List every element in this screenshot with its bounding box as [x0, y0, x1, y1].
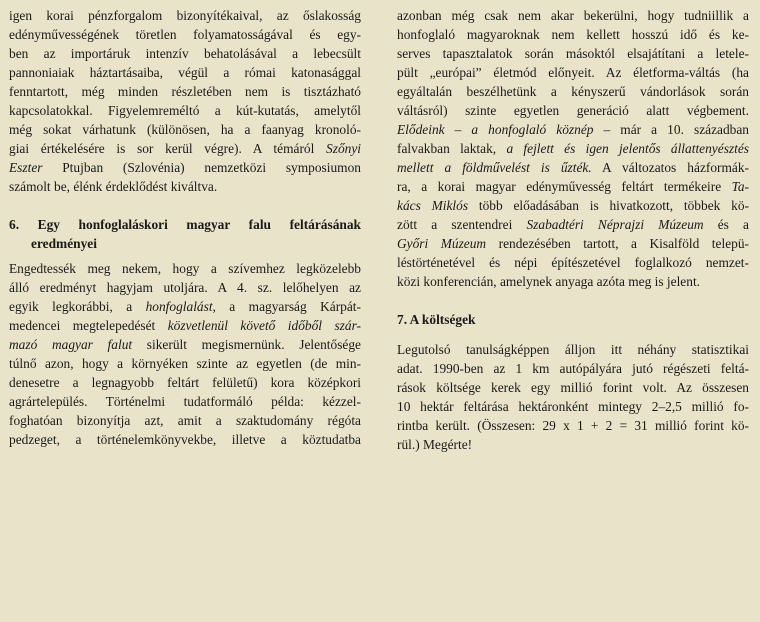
text-span: egyik legkorábbi, a — [9, 299, 146, 314]
text-line — [9, 158, 361, 177]
paragraph-right-2 — [397, 340, 749, 454]
text-span: medencei megtelepedését — [9, 318, 168, 333]
text-span: rendezésében tartott, a Kisalföld telepü- — [486, 236, 749, 251]
text-line — [397, 215, 749, 234]
text-span: sikerült megismernünk. Jelentősége — [132, 337, 361, 352]
text-line — [9, 316, 361, 335]
italic-name: Szőnyi — [326, 141, 361, 156]
text-line: foghatóan bizonyítja azt, amit a szaktudomány régóta — [9, 413, 361, 428]
italic-phrase: a fejlett és igen jelentős állattenyésztés — [506, 141, 749, 156]
paragraph-left-2 — [9, 259, 361, 449]
text-line: egyáltalán beszélhetünk a kényszerű vándorlások során — [397, 84, 749, 99]
text-line: serves tapasztalatok során másoktól elsajátítani a letele- — [397, 46, 749, 61]
text-line — [9, 139, 361, 158]
text-line: Engedtessék meg nekem, hogy a szívemhez legközelebb — [9, 261, 361, 276]
left-column — [9, 6, 361, 449]
heading-line: 7. A költségek — [397, 312, 476, 327]
heading-line: 6. Egy honfoglaláskori magyar falu feltárásának — [9, 217, 361, 232]
italic-phrase: mellett a földművelést is űzték. — [397, 160, 592, 175]
italic-phrase: honfoglalást, — [145, 299, 216, 314]
text-line: honfoglaló magyaroknak nem kellett hosszú idő és ke- — [397, 27, 749, 42]
heading-line: eredményei — [31, 236, 97, 251]
paragraph-left-1 — [9, 6, 361, 196]
text-line — [397, 158, 749, 177]
italic-name: Győri Múzeum — [397, 236, 487, 251]
text-span: a magyarság Kárpát- — [215, 299, 361, 314]
text-span: és a — [703, 217, 749, 232]
text-span: A változatos házformák- — [591, 160, 750, 175]
text-line: fenntartott, még minden részletében nem is tisztázható — [9, 84, 361, 99]
text-line: Legutolsó tanulságképpen álljon itt néhány statisztikai — [397, 342, 749, 357]
section-heading-7 — [397, 310, 749, 329]
text-line: álló eredményt hagyjam utoljára. A 4. sz. lelőhelyen az — [9, 280, 361, 295]
text-line — [397, 177, 749, 196]
text-span: falvakban laktak, — [397, 141, 507, 156]
text-line: túlnő azon, hogy a környéken szinte az egyetlen (de min- — [9, 356, 361, 371]
spacer — [397, 329, 749, 340]
italic-phrase: Elődeink – a honfoglaló köznép — [397, 122, 594, 137]
italic-name: kács Miklós — [397, 198, 469, 213]
text-line — [9, 297, 361, 316]
text-line: még sokat várhatunk (különösen, ha a faanyag kronoló- — [9, 122, 361, 137]
text-line: adat. 1990-ben az 1 km autópályára jutó régészeti feltá- — [397, 361, 749, 376]
text-line: azonban még csak nem akar bekerülni, hogy tudniillik a — [397, 8, 749, 23]
text-line: rások költsége kerek egy millió forint volt. Az összesen — [397, 380, 749, 395]
text-line: pannoniaiak háztartásaiba, végül a római katonasággal — [9, 65, 361, 80]
text-line — [397, 139, 749, 158]
text-span: Ptujban (Szlovénia) nemzetközi symposiumon — [42, 160, 361, 175]
text-line: számolt be, élénk érdeklődést kiváltva. — [9, 179, 218, 194]
text-span: – már a 10. században — [593, 122, 750, 137]
text-line: rintba került. (Összesen: 29 x 1 + 2 = 31 millió forint kö- — [397, 418, 749, 433]
text-line: agrártelepülés. Történelmi tudatformáló példa: kézzel- — [9, 394, 361, 409]
text-span: ra, a korai magyar edényművesség feltárt termékeire — [397, 179, 732, 194]
text-span: giai értékelésére is sor kerül végre). A témáról — [9, 141, 327, 156]
text-line: pült „európai” életmód előnyeit. Az életforma-váltás (ha — [397, 65, 749, 80]
section-heading-6 — [9, 215, 361, 253]
text-line: igen korai pénzforgalom bizonyítékaival, az őslakosság — [9, 8, 361, 23]
text-line — [397, 120, 749, 139]
text-line: edényművességének töretlen folyamatosságával és egy- — [9, 27, 361, 42]
right-column — [397, 6, 749, 454]
text-line — [9, 335, 361, 354]
text-line — [397, 196, 749, 215]
text-line — [397, 234, 749, 253]
text-line: kapcsolatokkal. Figyelemreméltó a kút-kutatás, amelytől — [9, 103, 361, 118]
text-span: zött a szentendrei — [397, 217, 527, 232]
paragraph-right-1 — [397, 6, 749, 291]
text-line: pedzeget, a történelemkönyvekbe, illetve a köztudatba — [9, 432, 361, 447]
italic-name: Szabadtéri Néprajzi Múzeum — [526, 217, 704, 232]
text-line: közi konferencián, amelynek anyaga azóta meg is jelent. — [397, 274, 701, 289]
spacer — [9, 196, 361, 215]
text-line: váltásról) szinte egyetlen generáció alatt végbement. — [397, 103, 749, 118]
spacer — [397, 291, 749, 310]
italic-name: Eszter — [9, 160, 43, 175]
text-line: 10 hektár feltárása hektáronként mintegy 2–2,5 millió fo- — [397, 399, 749, 414]
italic-name: Ta- — [731, 179, 749, 194]
text-line: rül.) Megérte! — [397, 437, 473, 452]
text-span: több előadásában is hivatkozott, többek kö- — [468, 198, 749, 213]
text-line: léstörténetével és népi építészetével foglalkozó nemzet- — [397, 255, 749, 270]
italic-phrase: közvetlenül követő időből szár- — [167, 318, 361, 333]
text-line: denesetre a legnagyobb feltárt felületű) kora középkori — [9, 375, 361, 390]
text-line: ben az importáruk intenzív behatolásával a lebecsült — [9, 46, 361, 61]
italic-phrase: mazó magyar falut — [9, 337, 133, 352]
